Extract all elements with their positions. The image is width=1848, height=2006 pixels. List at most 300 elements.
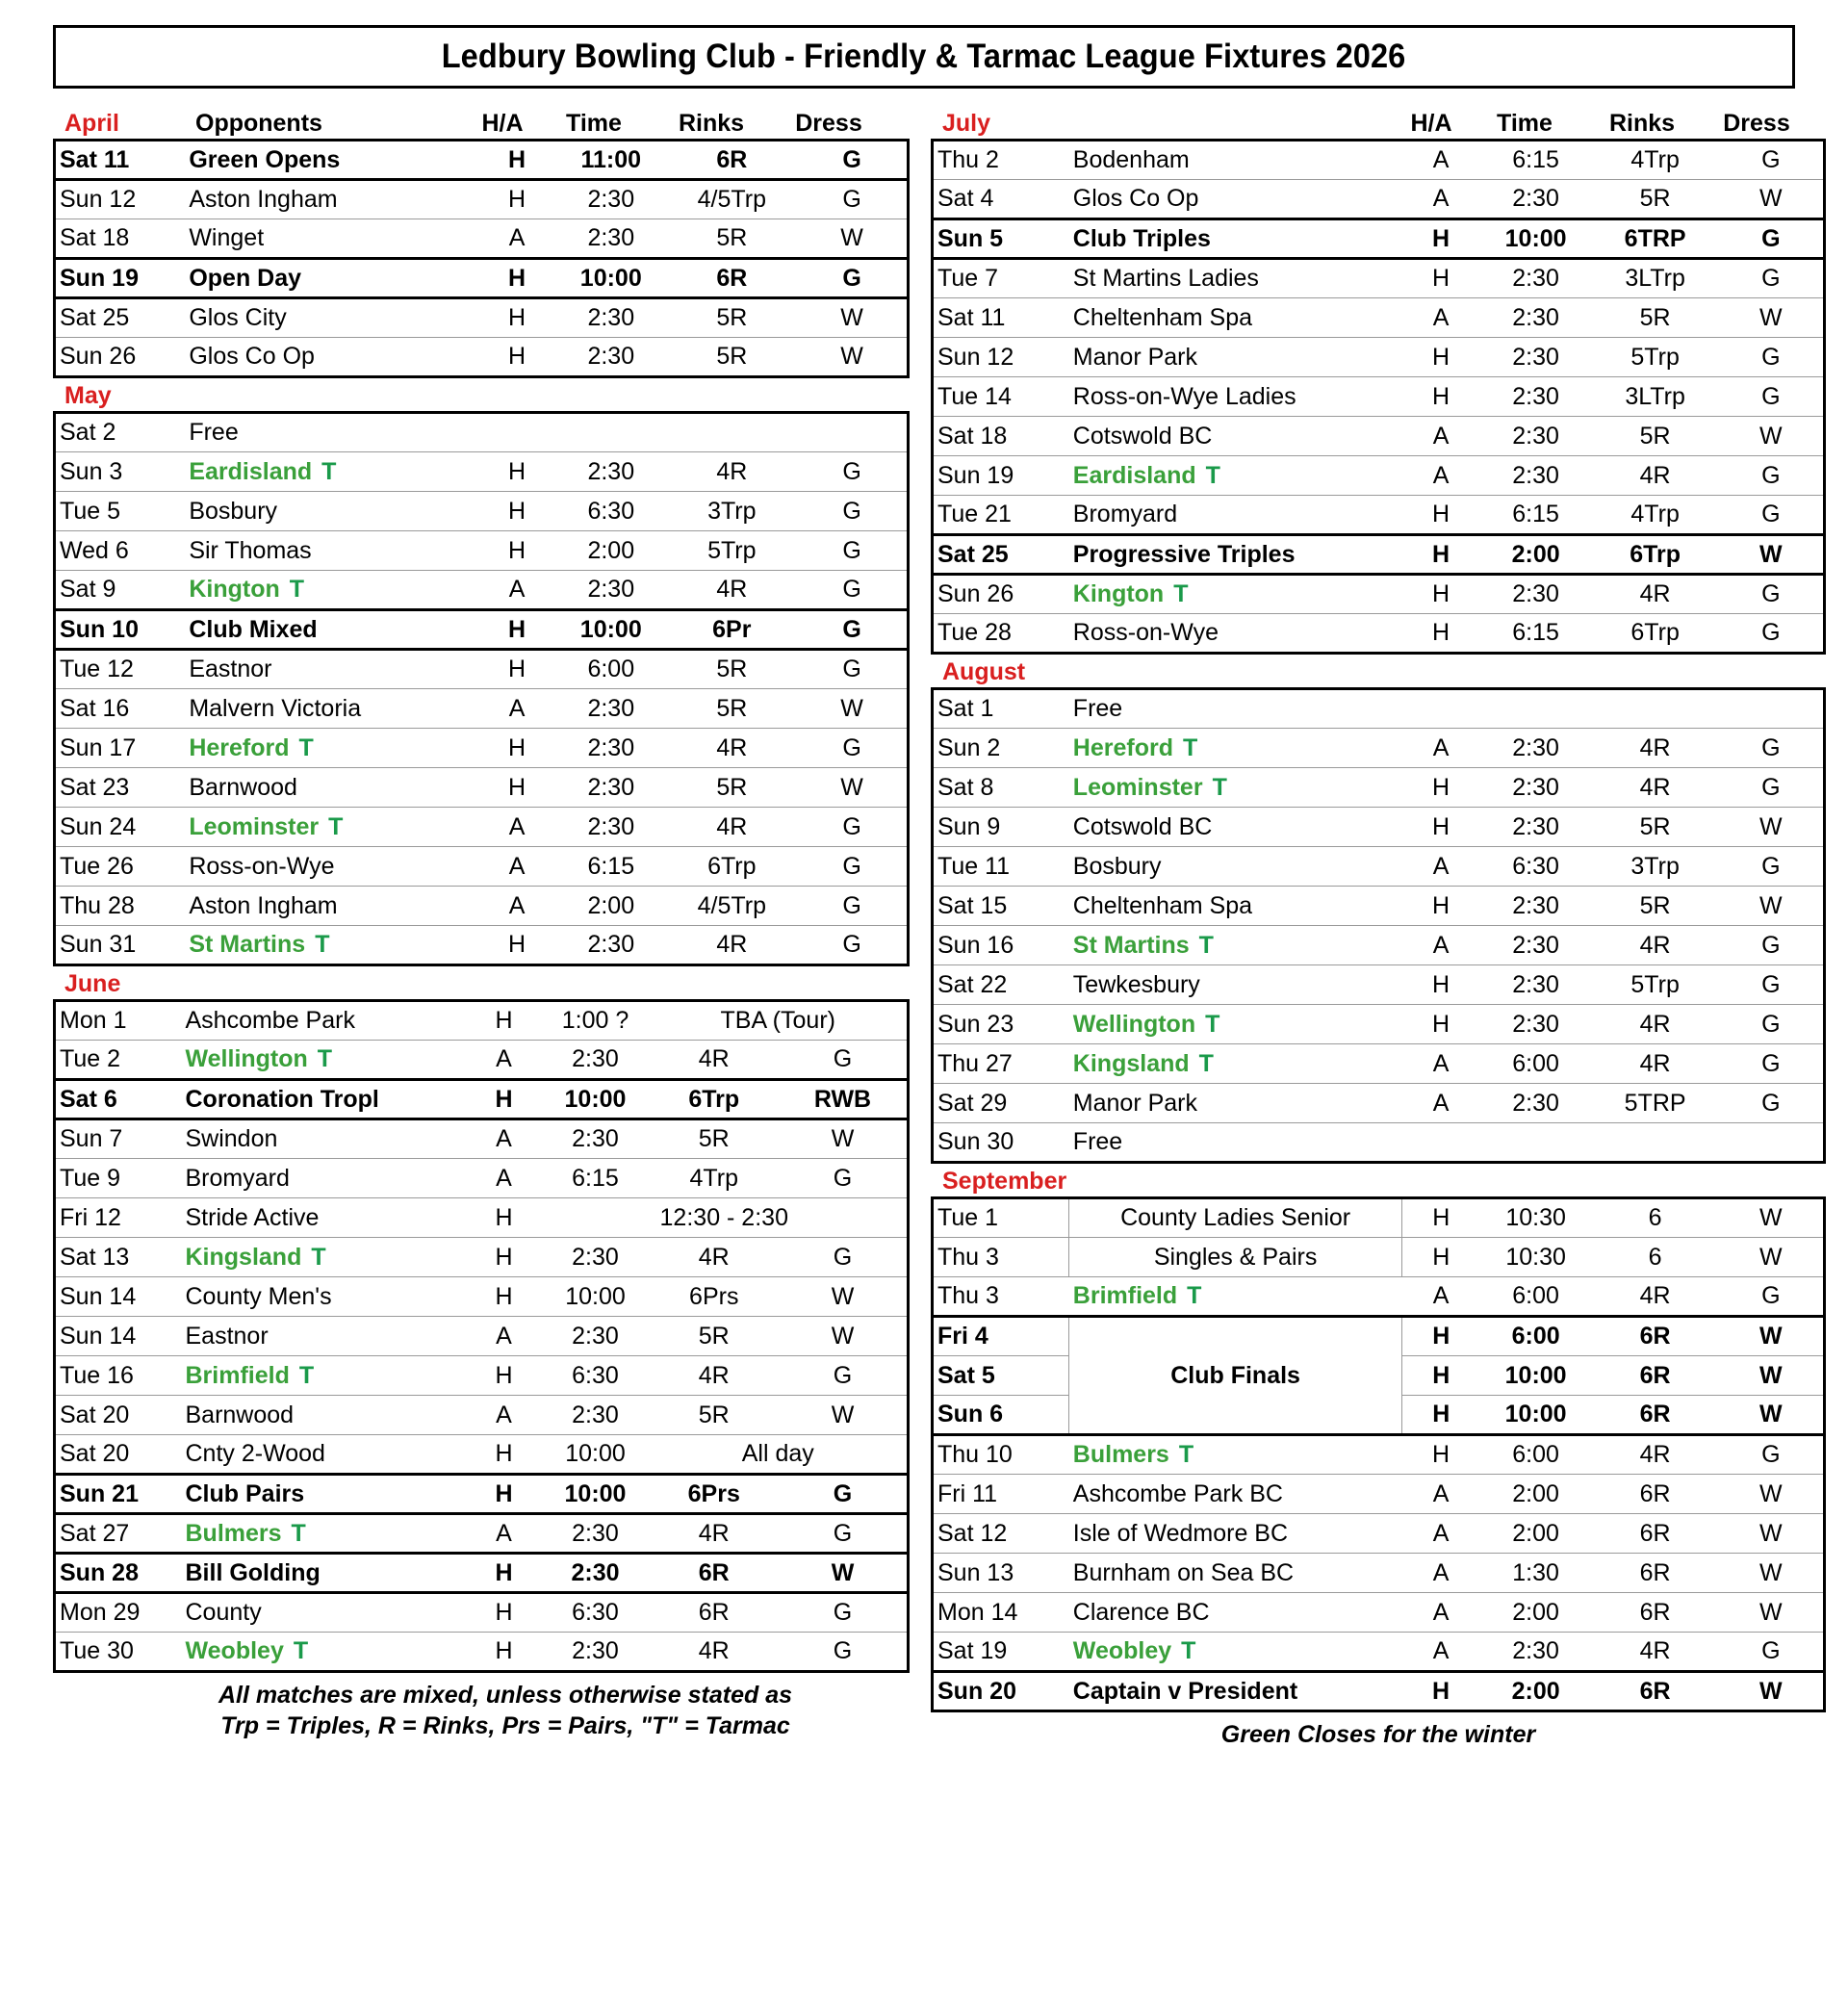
- fixture-date: Fri 11: [933, 1475, 1069, 1514]
- fixture-home-away: A: [1401, 141, 1479, 180]
- fixture-time: 10:00: [555, 259, 666, 298]
- tarmac-opponent: Wellington T: [185, 1045, 333, 1072]
- fixture-home-away: H: [478, 610, 555, 650]
- fixture-rinks: 6R: [1592, 1356, 1719, 1396]
- table-row: [55, 1198, 909, 1238]
- tarmac-marker: T: [321, 457, 337, 485]
- fixture-time: 2:30: [1480, 1633, 1592, 1672]
- fixture-home-away: H: [478, 180, 555, 219]
- fixture-date: Sun 28: [55, 1554, 182, 1593]
- fixture-time: 2:30: [1480, 259, 1592, 298]
- fixture-rinks: 4Trp: [1592, 141, 1719, 180]
- fixture-date: Sat 19: [933, 1633, 1069, 1672]
- fixture-home-away: H: [478, 298, 555, 338]
- fixture-date: Sun 12: [933, 338, 1069, 377]
- fixture-date: Sat 22: [933, 965, 1069, 1005]
- fixture-time: 2:30: [555, 180, 666, 219]
- tarmac-opponent: Wellington T: [1072, 1010, 1220, 1038]
- table-row: [933, 456, 1825, 496]
- fixtures-table-july: [931, 139, 1826, 655]
- fixture-opponent: [1069, 926, 1402, 965]
- fixture-dress: G: [797, 180, 908, 219]
- table-row: [55, 610, 909, 650]
- fixture-date: Sun 21: [55, 1475, 182, 1514]
- table-row: [933, 1633, 1825, 1672]
- fixture-dress: G: [1719, 1005, 1825, 1044]
- fixture-rinks: 6Trp: [1592, 535, 1719, 575]
- fixture-rinks: 4R: [1592, 1435, 1719, 1475]
- fixture-date: Sun 30: [933, 1123, 1069, 1163]
- fixture-home-away: H: [467, 1080, 542, 1119]
- fixture-date: Sat 18: [55, 219, 186, 259]
- fixture-date: Sun 19: [55, 259, 186, 298]
- fixture-opponent: Club Mixed: [185, 610, 478, 650]
- fixture-date: Sun 9: [933, 808, 1069, 847]
- fixture-opponent: Swindon: [182, 1119, 467, 1159]
- fixture-dress: G: [1719, 377, 1825, 417]
- fixture-time: 6:15: [1480, 496, 1592, 535]
- fixture-opponent: Malvern Victoria: [185, 689, 478, 729]
- fixture-dress: W: [779, 1277, 909, 1317]
- tarmac-marker: T: [1205, 461, 1220, 489]
- table-row: [55, 298, 909, 338]
- fixture-time: 2:30: [555, 808, 666, 847]
- fixture-opponent: Cheltenham Spa: [1069, 887, 1402, 926]
- fixture-opponent: [1069, 575, 1402, 614]
- table-row: [933, 219, 1825, 259]
- fixture-dress: G: [779, 1238, 909, 1277]
- fixture-opponent: Club Triples: [1069, 219, 1402, 259]
- fixture-dress: G: [779, 1159, 909, 1198]
- fixture-date: Thu 2: [933, 141, 1069, 180]
- fixture-date: Sun 16: [933, 926, 1069, 965]
- fixture-date: Sat 20: [55, 1435, 182, 1475]
- fixture-date: Sat 6: [55, 1080, 182, 1119]
- fixture-home-away: H: [1401, 535, 1479, 575]
- fixture-rinks: 4R: [650, 1356, 780, 1396]
- fixture-home-away: H: [1401, 1435, 1479, 1475]
- fixture-opponent: Coronation Tropl: [182, 1080, 467, 1119]
- fixture-dress: W: [797, 298, 908, 338]
- fixture-date: Thu 27: [933, 1044, 1069, 1084]
- fixture-rinks: 4R: [1592, 729, 1719, 768]
- fixture-dress: W: [1719, 1514, 1825, 1554]
- tarmac-marker: T: [311, 1243, 326, 1271]
- month-header-august: [931, 655, 1826, 687]
- fixture-time: 2:00: [1480, 535, 1592, 575]
- fixture-rinks: 4R: [650, 1041, 780, 1080]
- tarmac-marker: T: [1198, 1049, 1214, 1077]
- fixture-time: 2:30: [1480, 965, 1592, 1005]
- fixture-home-away: H: [467, 1001, 542, 1041]
- fixture-home-away: A: [1401, 1633, 1479, 1672]
- fixture-rinks: 6R: [666, 141, 797, 180]
- table-row: [55, 1356, 909, 1396]
- fixture-home-away: H: [1401, 1198, 1479, 1238]
- fixture-rinks: 5R: [666, 768, 797, 808]
- fixture-time: 2:30: [542, 1554, 650, 1593]
- fixture-rinks: 4R: [666, 808, 797, 847]
- fixture-opponent: Bromyard: [1069, 496, 1402, 535]
- tarmac-marker: T: [293, 1637, 309, 1664]
- table-row: [933, 689, 1825, 729]
- fixture-home-away: H: [478, 729, 555, 768]
- fixture-opponent: [182, 1238, 467, 1277]
- fixture-home-away: H: [478, 259, 555, 298]
- header-rinks-right: Rinks: [1608, 110, 1676, 137]
- fixture-rinks: 6R: [1592, 1317, 1719, 1356]
- fixture-time: 10:00: [542, 1277, 650, 1317]
- fixture-dress: G: [779, 1356, 909, 1396]
- fixture-dress: W: [1719, 180, 1825, 219]
- fixture-time: 11:00: [555, 141, 666, 180]
- fixture-home-away: A: [1401, 847, 1479, 887]
- fixture-time: [1480, 689, 1592, 729]
- fixture-time: 6:00: [555, 650, 666, 689]
- fixture-time-range: 12:30 - 2:30: [542, 1198, 909, 1238]
- fixture-opponent: [1069, 1435, 1402, 1475]
- fixture-date: Fri 12: [55, 1198, 182, 1238]
- table-row: [55, 219, 909, 259]
- fixture-opponent: Isle of Wedmore BC: [1069, 1514, 1402, 1554]
- fixture-home-away: H: [478, 141, 555, 180]
- fixture-rinks: 4/5Trp: [666, 887, 797, 926]
- fixture-dress: RWB: [779, 1080, 909, 1119]
- fixture-date: Sun 31: [55, 926, 186, 965]
- fixture-dress: G: [779, 1593, 909, 1633]
- fixture-time: 2:30: [1480, 180, 1592, 219]
- fixture-opponent: [185, 452, 478, 492]
- table-row: [933, 338, 1825, 377]
- table-row: [933, 808, 1825, 847]
- table-row: [933, 768, 1825, 808]
- table-row: [55, 1435, 909, 1475]
- fixture-rinks: 5R: [1592, 180, 1719, 219]
- fixture-time: 10:00: [1480, 1356, 1592, 1396]
- fixture-time: 10:00: [1480, 219, 1592, 259]
- fixture-rinks: 4Trp: [650, 1159, 780, 1198]
- fixture-home-away: H: [467, 1633, 542, 1672]
- fixture-date: Sun 26: [55, 338, 186, 377]
- fixture-rinks: 6Trp: [650, 1080, 780, 1119]
- table-row: [933, 847, 1825, 887]
- fixture-date: Sat 23: [55, 768, 186, 808]
- table-row: [55, 1080, 909, 1119]
- fixture-home-away: A: [478, 887, 555, 926]
- table-row: [55, 1633, 909, 1672]
- fixture-time: 10:00: [555, 610, 666, 650]
- tarmac-opponent: Hereford T: [189, 733, 314, 761]
- fixture-time: 2:30: [1480, 575, 1592, 614]
- fixture-opponent: [1069, 1044, 1402, 1084]
- fixture-date: Sun 23: [933, 1005, 1069, 1044]
- page-title-box: [53, 25, 1795, 89]
- table-row: [55, 1001, 909, 1041]
- fixture-dress: G: [1719, 496, 1825, 535]
- fixture-home-away: H: [478, 650, 555, 689]
- tarmac-marker: T: [317, 1045, 333, 1072]
- fixture-date: Sun 14: [55, 1317, 182, 1356]
- header-rinks: Rinks: [678, 110, 745, 137]
- fixture-date: Sat 13: [55, 1238, 182, 1277]
- fixture-time: 2:30: [555, 729, 666, 768]
- fixture-opponent: [1069, 456, 1402, 496]
- fixture-date: Tue 5: [55, 492, 186, 531]
- fixture-time: [1480, 1123, 1592, 1163]
- tarmac-opponent: Brimfield T: [1072, 1282, 1202, 1309]
- fixture-dress: G: [1719, 456, 1825, 496]
- fixture-dress: G: [797, 531, 908, 571]
- table-row: [933, 1317, 1825, 1356]
- fixture-home-away: H: [1401, 338, 1479, 377]
- fixture-date: Tue 14: [933, 377, 1069, 417]
- fixture-date: Sat 15: [933, 887, 1069, 926]
- fixture-rinks: 5R: [666, 219, 797, 259]
- fixture-date: Sun 19: [933, 456, 1069, 496]
- month-label-june: June: [64, 970, 121, 997]
- fixture-time: 2:00: [555, 531, 666, 571]
- fixture-home-away: A: [1401, 926, 1479, 965]
- fixture-date: Sun 12: [55, 180, 186, 219]
- fixture-dress: W: [1719, 1317, 1825, 1356]
- fixture-opponent: Eastnor: [185, 650, 478, 689]
- fixture-dress: G: [797, 729, 908, 768]
- fixture-dress: G: [1719, 1633, 1825, 1672]
- club-finals-label: Club Finals: [1069, 1317, 1402, 1435]
- fixture-home-away: H: [467, 1198, 542, 1238]
- fixture-time: 2:30: [1480, 417, 1592, 456]
- fixture-time: 2:00: [1480, 1514, 1592, 1554]
- fixture-dress: W: [797, 768, 908, 808]
- tarmac-marker: T: [1173, 580, 1189, 607]
- fixture-dress: W: [779, 1317, 909, 1356]
- fixture-opponent: [1069, 1277, 1402, 1317]
- fixture-dress: W: [1719, 535, 1825, 575]
- fixture-rinks: 6R: [1592, 1514, 1719, 1554]
- fixture-dress: W: [1719, 1554, 1825, 1593]
- fixture-time: 2:30: [555, 219, 666, 259]
- fixture-dress: W: [1719, 887, 1825, 926]
- fixture-time: 2:30: [1480, 729, 1592, 768]
- fixture-date: Tue 12: [55, 650, 186, 689]
- tarmac-marker: T: [1187, 1282, 1202, 1309]
- fixture-home-away: A: [467, 1159, 542, 1198]
- fixture-dress: W: [1719, 808, 1825, 847]
- fixture-home-away: A: [467, 1041, 542, 1080]
- fixture-time: 2:30: [1480, 808, 1592, 847]
- table-row: [55, 1238, 909, 1277]
- tarmac-opponent: Leominster T: [189, 812, 344, 840]
- fixture-opponent: [1069, 768, 1402, 808]
- fixture-home-away: H: [1401, 377, 1479, 417]
- month-label-may: May: [64, 382, 112, 409]
- fixture-opponent: [185, 808, 478, 847]
- fixture-time: 6:30: [542, 1356, 650, 1396]
- fixture-time: 2:30: [1480, 926, 1592, 965]
- fixture-home-away: A: [467, 1119, 542, 1159]
- fixture-time: 6:30: [1480, 847, 1592, 887]
- table-row: [933, 1084, 1825, 1123]
- fixture-rinks: [666, 413, 797, 452]
- footnote-right: [931, 1719, 1826, 1750]
- fixture-dress: G: [1719, 141, 1825, 180]
- month-header-may: [53, 378, 910, 411]
- fixture-dress: G: [779, 1514, 909, 1554]
- tarmac-marker: T: [291, 1519, 306, 1547]
- fixture-time: 6:00: [1480, 1277, 1592, 1317]
- fixture-time: 2:30: [1480, 298, 1592, 338]
- fixture-rinks: 5Trp: [666, 531, 797, 571]
- fixture-opponent: Bill Golding: [182, 1554, 467, 1593]
- fixture-time: 6:15: [542, 1159, 650, 1198]
- fixture-rinks: 6Trp: [1592, 614, 1719, 654]
- fixture-home-away: H: [467, 1554, 542, 1593]
- fixture-opponent: [182, 1356, 467, 1396]
- page-title: Ledbury Bowling Club - Friendly & Tarmac League Fixtures 2026: [442, 38, 1406, 75]
- table-row: [55, 689, 909, 729]
- left-column: [53, 106, 910, 1741]
- fixtures-table-may: [53, 411, 910, 966]
- fixture-time: 2:30: [542, 1514, 650, 1554]
- fixture-time: 2:30: [542, 1238, 650, 1277]
- fixture-date: Tue 28: [933, 614, 1069, 654]
- fixture-date: Sat 16: [55, 689, 186, 729]
- fixture-time: 6:30: [542, 1593, 650, 1633]
- table-row: [55, 338, 909, 377]
- fixture-date: Thu 3: [933, 1238, 1069, 1277]
- fixture-home-away: A: [467, 1317, 542, 1356]
- table-row: [933, 1593, 1825, 1633]
- fixture-rinks: 4R: [1592, 926, 1719, 965]
- fixture-home-away: H: [467, 1277, 542, 1317]
- fixture-dress: G: [1719, 847, 1825, 887]
- fixture-home-away: H: [478, 768, 555, 808]
- fixture-opponent: Barnwood: [182, 1396, 467, 1435]
- fixture-dress: G: [797, 808, 908, 847]
- table-row: [933, 180, 1825, 219]
- fixture-time: 2:00: [1480, 1672, 1592, 1711]
- fixture-opponent: Winget: [185, 219, 478, 259]
- tarmac-marker: T: [1198, 931, 1214, 959]
- fixture-date: Sun 26: [933, 575, 1069, 614]
- table-row: [55, 650, 909, 689]
- fixture-date: Sat 27: [55, 1514, 182, 1554]
- fixture-opponent: Cnty 2-Wood: [182, 1435, 467, 1475]
- fixture-dress: G: [797, 571, 908, 610]
- fixture-dress: G: [1719, 768, 1825, 808]
- table-row: [933, 1044, 1825, 1084]
- fixture-opponent: [182, 1633, 467, 1672]
- fixture-dress: G: [1719, 614, 1825, 654]
- fixture-time: 10:00: [542, 1080, 650, 1119]
- fixture-opponent: Ashcombe Park BC: [1069, 1475, 1402, 1514]
- fixture-opponent: Bromyard: [182, 1159, 467, 1198]
- tarmac-marker: T: [315, 931, 330, 958]
- table-row: [55, 1119, 909, 1159]
- fixture-home-away: A: [1401, 417, 1479, 456]
- fixture-opponent: Ross-on-Wye: [185, 847, 478, 887]
- table-row: [933, 377, 1825, 417]
- fixture-rinks: 4R: [650, 1514, 780, 1554]
- fixture-time: 2:30: [555, 298, 666, 338]
- fixture-home-away: H: [1401, 259, 1479, 298]
- fixture-date: Sat 20: [55, 1396, 182, 1435]
- fixture-dress: W: [797, 689, 908, 729]
- fixture-home-away: H: [1401, 808, 1479, 847]
- fixture-dress: G: [1719, 1044, 1825, 1084]
- fixture-rinks: 6R: [1592, 1554, 1719, 1593]
- fixture-time: 2:00: [1480, 1475, 1592, 1514]
- fixture-time: 2:30: [542, 1633, 650, 1672]
- fixture-dress: W: [779, 1396, 909, 1435]
- fixture-rinks: 5R: [666, 650, 797, 689]
- fixture-rinks: 6: [1592, 1198, 1719, 1238]
- fixture-dress: G: [1719, 926, 1825, 965]
- table-row: [933, 141, 1825, 180]
- table-row: [933, 1475, 1825, 1514]
- tarmac-opponent: Eardisland T: [1072, 461, 1220, 489]
- month-header-july: [931, 106, 1826, 139]
- fixture-dress: [1719, 689, 1825, 729]
- fixture-opponent: Glos Co Op: [1069, 180, 1402, 219]
- fixture-home-away: H: [478, 531, 555, 571]
- fixture-opponent: Cotswold BC: [1069, 808, 1402, 847]
- fixture-rinks: 6Pr: [666, 610, 797, 650]
- fixture-rinks: [1592, 689, 1719, 729]
- fixture-dress: G: [779, 1633, 909, 1672]
- tarmac-marker: T: [1212, 773, 1227, 801]
- fixture-dress: W: [1719, 1238, 1825, 1277]
- fixture-rinks: 4/5Trp: [666, 180, 797, 219]
- fixture-dress: [797, 413, 908, 452]
- fixture-time: 2:30: [555, 768, 666, 808]
- tarmac-marker: T: [298, 1361, 315, 1389]
- fixture-time: 6:30: [555, 492, 666, 531]
- fixture-opponent: Tewkesbury: [1069, 965, 1402, 1005]
- fixture-time: 6:15: [555, 847, 666, 887]
- fixture-rinks: 5R: [650, 1396, 780, 1435]
- fixture-date: Sun 7: [55, 1119, 182, 1159]
- fixture-rinks: 6R: [666, 259, 797, 298]
- fixture-dress: G: [797, 887, 908, 926]
- fixture-date: Tue 16: [55, 1356, 182, 1396]
- fixture-dress: G: [1719, 219, 1825, 259]
- fixture-home-away: H: [1401, 1005, 1479, 1044]
- fixture-time: 2:30: [555, 452, 666, 492]
- fixture-time: 2:30: [542, 1119, 650, 1159]
- table-row: [933, 1238, 1825, 1277]
- fixture-time: 2:00: [555, 887, 666, 926]
- fixture-home-away: H: [467, 1356, 542, 1396]
- fixture-home-away: H: [1401, 219, 1479, 259]
- fixture-rinks: 5R: [1592, 417, 1719, 456]
- fixture-date: Sat 12: [933, 1514, 1069, 1554]
- footnote-left-line1: All matches are mixed, unless otherwise stated as: [218, 1682, 793, 1709]
- fixture-time: 2:30: [542, 1396, 650, 1435]
- fixture-dress: G: [1719, 338, 1825, 377]
- fixture-opponent: Aston Ingham: [185, 180, 478, 219]
- month-label-april: April: [64, 110, 119, 137]
- fixture-home-away: A: [1401, 1044, 1479, 1084]
- fixture-opponent: [1069, 1005, 1402, 1044]
- fixture-opponent: Cheltenham Spa: [1069, 298, 1402, 338]
- fixture-opponent: Eastnor: [182, 1317, 467, 1356]
- fixture-rinks: 3Trp: [1592, 847, 1719, 887]
- fixture-time: 2:30: [1480, 338, 1592, 377]
- fixture-rinks: 6R: [650, 1554, 780, 1593]
- fixture-date: Sun 13: [933, 1554, 1069, 1593]
- table-row: [55, 180, 909, 219]
